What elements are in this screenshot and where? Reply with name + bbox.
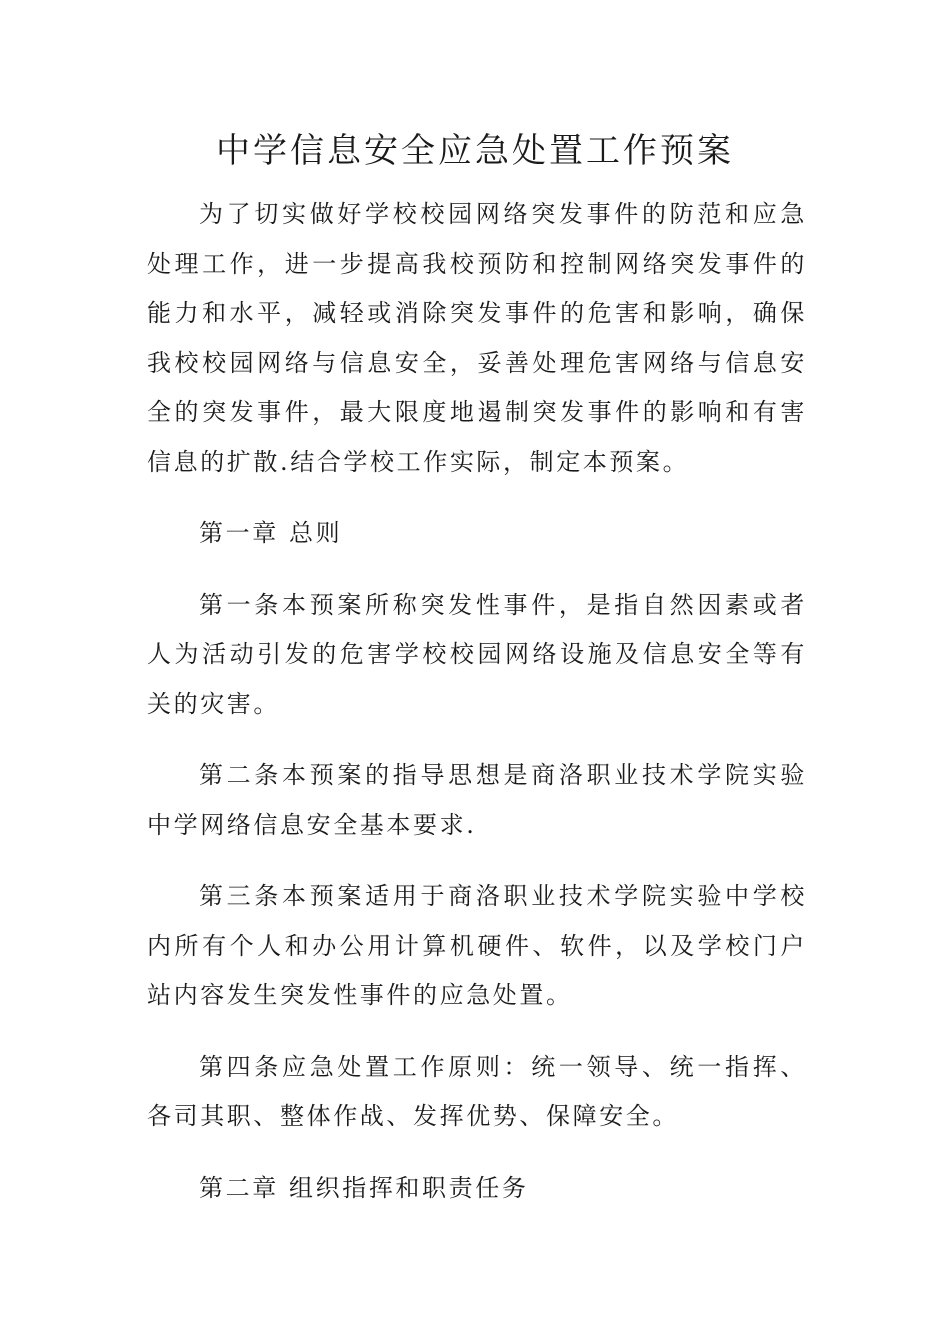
article-3-paragraph: 第三条本预案适用于商洛职业技术学院实验中学校内所有个人和办公用计算机硬件、软件，以及学校门户站内容发生突发性事件的应急处置。 <box>147 882 807 1009</box>
chapter-1-heading: 第一章 总则 <box>199 519 343 547</box>
chapter-2-heading: 第二章 组织指挥和职责任务 <box>199 1173 529 1202</box>
article-1-paragraph: 第一条本预案所称突发性事件，是指自然因素或者人为活动引发的危害学校校园网络设施及信息安全等有关的灾害。 <box>147 590 807 718</box>
document-title: 中学信息安全应急处置工作预案 <box>216 131 734 171</box>
document-body <box>147 190 807 1235</box>
article-4-paragraph: 第四条应急处置工作原则：统一领导、统一指挥、各司其职、整体作战、发挥优势、保障安全。 <box>147 1052 807 1130</box>
article-2-paragraph: 第二条本预案的指导思想是商洛职业技术学院实验中学网络信息安全基本要求. <box>147 761 807 839</box>
intro-paragraph: 为了切实做好学校校园网络突发事件的防范和应急处理工作，进一步提高我校预防和控制网络突发事件的能力和水平，减轻或消除突发事件的危害和影响，确保我校校园网络与信息安全，妥善处理危害网络与信息安全的突发事件，最大限度地遏制突发事件的影响和有害信息的扩散.结合学校工作实际，制定本预案。 <box>147 200 807 476</box>
